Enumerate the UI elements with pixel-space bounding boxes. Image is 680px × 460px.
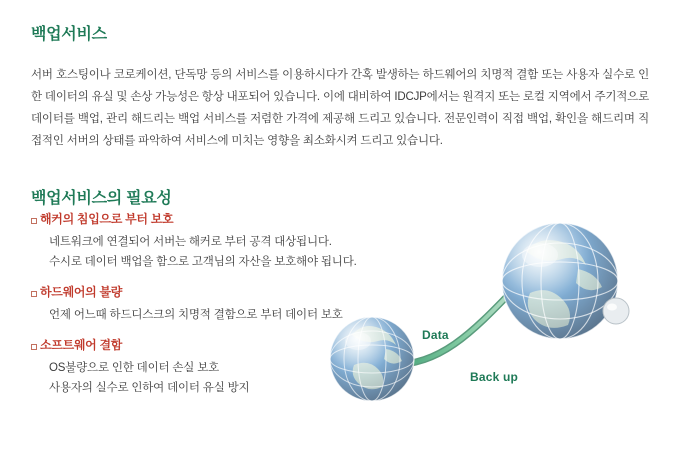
globe-large	[502, 223, 629, 339]
backup-illustration	[320, 215, 670, 415]
bullet-line: 네트워크에 연결되어 서버는 해커로 부터 공격 대상됩니다.	[49, 236, 332, 248]
square-bullet-icon	[31, 339, 40, 353]
globes-graphic	[320, 215, 670, 415]
bullet-line: 수시로 데이터 백업을 함으로 고객님의 자산을 보호해야 됩니다.	[49, 256, 357, 268]
globe-small	[330, 317, 414, 401]
square-bullet-icon	[31, 213, 40, 227]
bullet-line: OS불량으로 인한 데이터 손실 보호	[49, 362, 220, 374]
section-heading-needs: 백업서비스의 필요성	[31, 190, 172, 208]
bullet-line: 사용자의 실수로 인하여 데이터 유실 방지	[49, 382, 250, 394]
bullet-title: 소프트웨어 결함	[40, 338, 123, 352]
bullet-title: 해커의 침입으로 부터 보호	[40, 212, 174, 226]
square-bullet-icon	[31, 286, 40, 300]
bullet-line: 언제 어느때 하드디스크의 치명적 결함으로 부터 데이터 보호	[49, 309, 343, 321]
bullet-title: 하드웨어의 불량	[40, 285, 123, 299]
page-title: 백업서비스	[31, 25, 107, 43]
label-backup: Back up	[470, 370, 519, 384]
label-data: Data	[422, 328, 449, 342]
intro-paragraph: 서버 호스팅이나 코로케이션, 단독망 등의 서비스를 이용하시다가 간혹 발생하는 하드웨어의 치명적 결함 또는 사용자 실수로 인한 데이터의 유실 및 손상 가능성은 항상 내포되어 있습니다. 이에 대비하여 IDCJP에서는 원격지 또는 로컬 지역에서 주기적으로 데이터를 백업, 관리 해드리는 백업 서비스를 저렴한 가격에 제공해 드리고 있습니다. 전문인력이 직접 백업, 확인을 해드리며 직접적인 서버의 상태를 파악하여 서비스에 미치는 영향을 최소화시켜 드리고 있습니다.	[31, 68, 649, 147]
